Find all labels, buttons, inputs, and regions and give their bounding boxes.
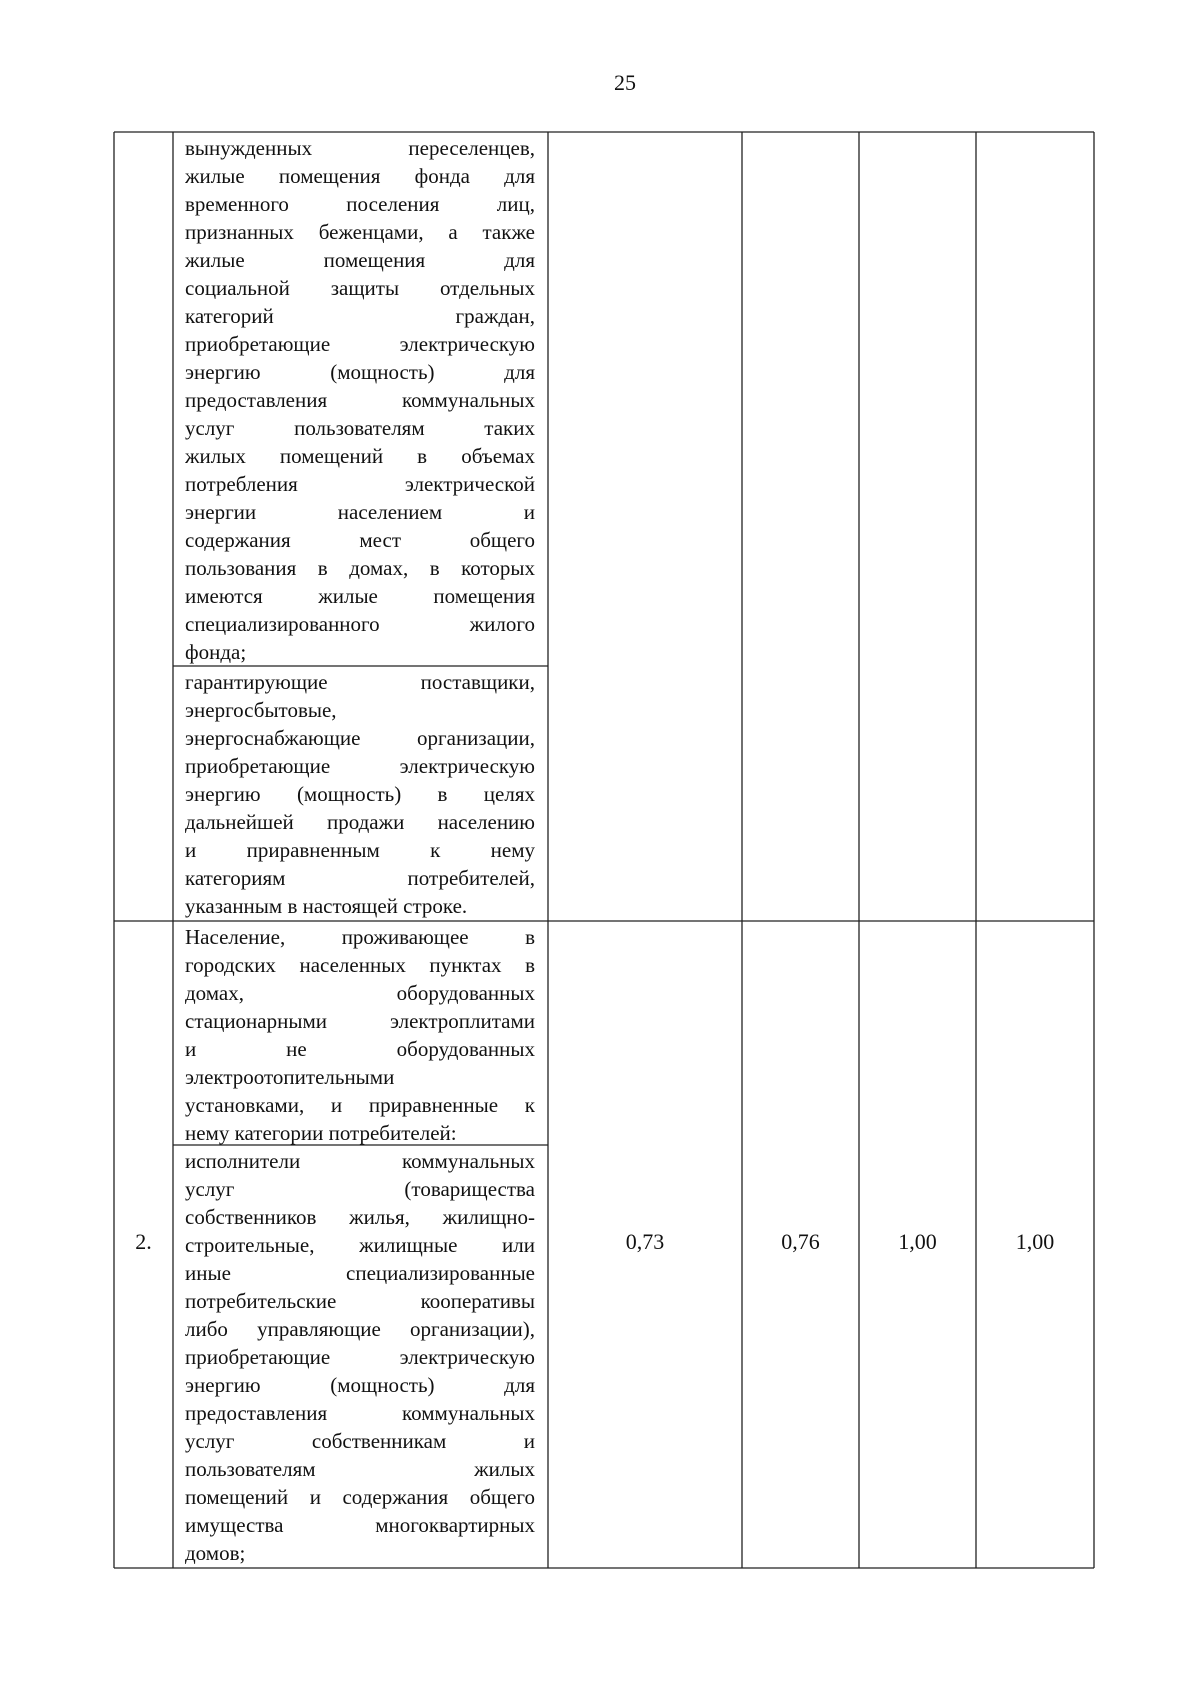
text-line: фонда;	[185, 640, 247, 664]
text-line: содержания мест общего	[185, 528, 535, 552]
text-line: строительные, жилищные или	[185, 1233, 535, 1257]
text-line: категорий граждан,	[185, 304, 535, 328]
text-line: имеются жилые помещения	[185, 584, 535, 608]
value-cell: 1,00	[1015, 1229, 1055, 1254]
text-line: признанных беженцами, а также	[185, 220, 535, 244]
text-line: нему категории потребителей:	[185, 1121, 457, 1145]
text-line: исполнители коммунальных	[185, 1149, 535, 1173]
text-line: услуг собственникам и	[185, 1429, 535, 1453]
text-line: стационарными электроплитами	[185, 1009, 535, 1033]
text-line: и приравненным к нему	[185, 838, 535, 862]
text-line: услуг (товарищества	[185, 1177, 535, 1201]
row-number: 2.	[135, 1229, 152, 1254]
text-line: энергоснабжающие организации,	[185, 726, 535, 750]
value-cell: 1,00	[898, 1229, 937, 1254]
text-line: приобретающие электрическую	[185, 754, 535, 778]
value-cell: 0,73	[625, 1229, 665, 1254]
text-line: приобретающие электрическую	[185, 332, 535, 356]
text-line: категориям потребителей,	[185, 866, 535, 890]
page-number: 25	[614, 70, 636, 95]
row1-text-block1	[185, 134, 535, 666]
text-line: пользователям жилых	[185, 1457, 535, 1481]
text-line: энергию (мощность) для	[185, 360, 535, 384]
text-line: Население, проживающее в	[185, 925, 535, 949]
text-line: услуг пользователям таких	[185, 416, 535, 440]
text-line: энергосбытовые,	[185, 698, 337, 722]
text-line: вынужденных переселенцев,	[185, 136, 535, 160]
text-line: потребительские кооперативы	[185, 1289, 535, 1313]
text-line: имущества многоквартирных	[185, 1513, 535, 1537]
text-line: гарантирующие поставщики,	[185, 670, 535, 694]
text-line: жилые помещения фонда для	[185, 164, 535, 188]
text-line: временного поселения лиц,	[185, 192, 535, 216]
text-line: иные специализированные	[185, 1261, 535, 1285]
text-line: собственников жилья, жилищно-	[185, 1205, 535, 1229]
text-line: либо управляющие организации),	[185, 1317, 535, 1341]
text-line: жилые помещения для	[185, 248, 535, 272]
text-line: пользования в домах, в которых	[185, 556, 535, 580]
text-line: электроотопительными	[185, 1065, 395, 1089]
text-line: жилых помещений в объемах	[185, 444, 535, 468]
text-line: указанным в настоящей строке.	[185, 894, 468, 918]
text-line: домов;	[185, 1541, 246, 1565]
row1-text-block2	[185, 668, 535, 920]
text-line: дальнейшей продажи населению	[185, 810, 535, 834]
text-line: домах, оборудованных	[185, 981, 535, 1005]
value-cell: 0,76	[781, 1229, 820, 1254]
text-line: предоставления коммунальных	[185, 388, 535, 412]
text-line: потребления электрической	[185, 472, 535, 496]
text-line: энергию (мощность) в целях	[185, 782, 535, 806]
text-line: предоставления коммунальных	[185, 1401, 535, 1425]
row2-text-block2	[185, 1147, 535, 1567]
text-line: специализированного жилого	[185, 612, 535, 636]
text-line: приобретающие электрическую	[185, 1345, 535, 1369]
text-line: городских населенных пунктах в	[185, 953, 535, 977]
text-line: социальной защиты отдельных	[185, 276, 535, 300]
text-line: энергии населением и	[185, 500, 535, 524]
text-line: энергию (мощность) для	[185, 1373, 535, 1397]
row2-text-block1	[185, 923, 535, 1147]
text-line: помещений и содержания общего	[185, 1485, 535, 1509]
text-line: установками, и приравненные к	[185, 1093, 535, 1117]
text-line: и не оборудованных	[185, 1037, 535, 1061]
